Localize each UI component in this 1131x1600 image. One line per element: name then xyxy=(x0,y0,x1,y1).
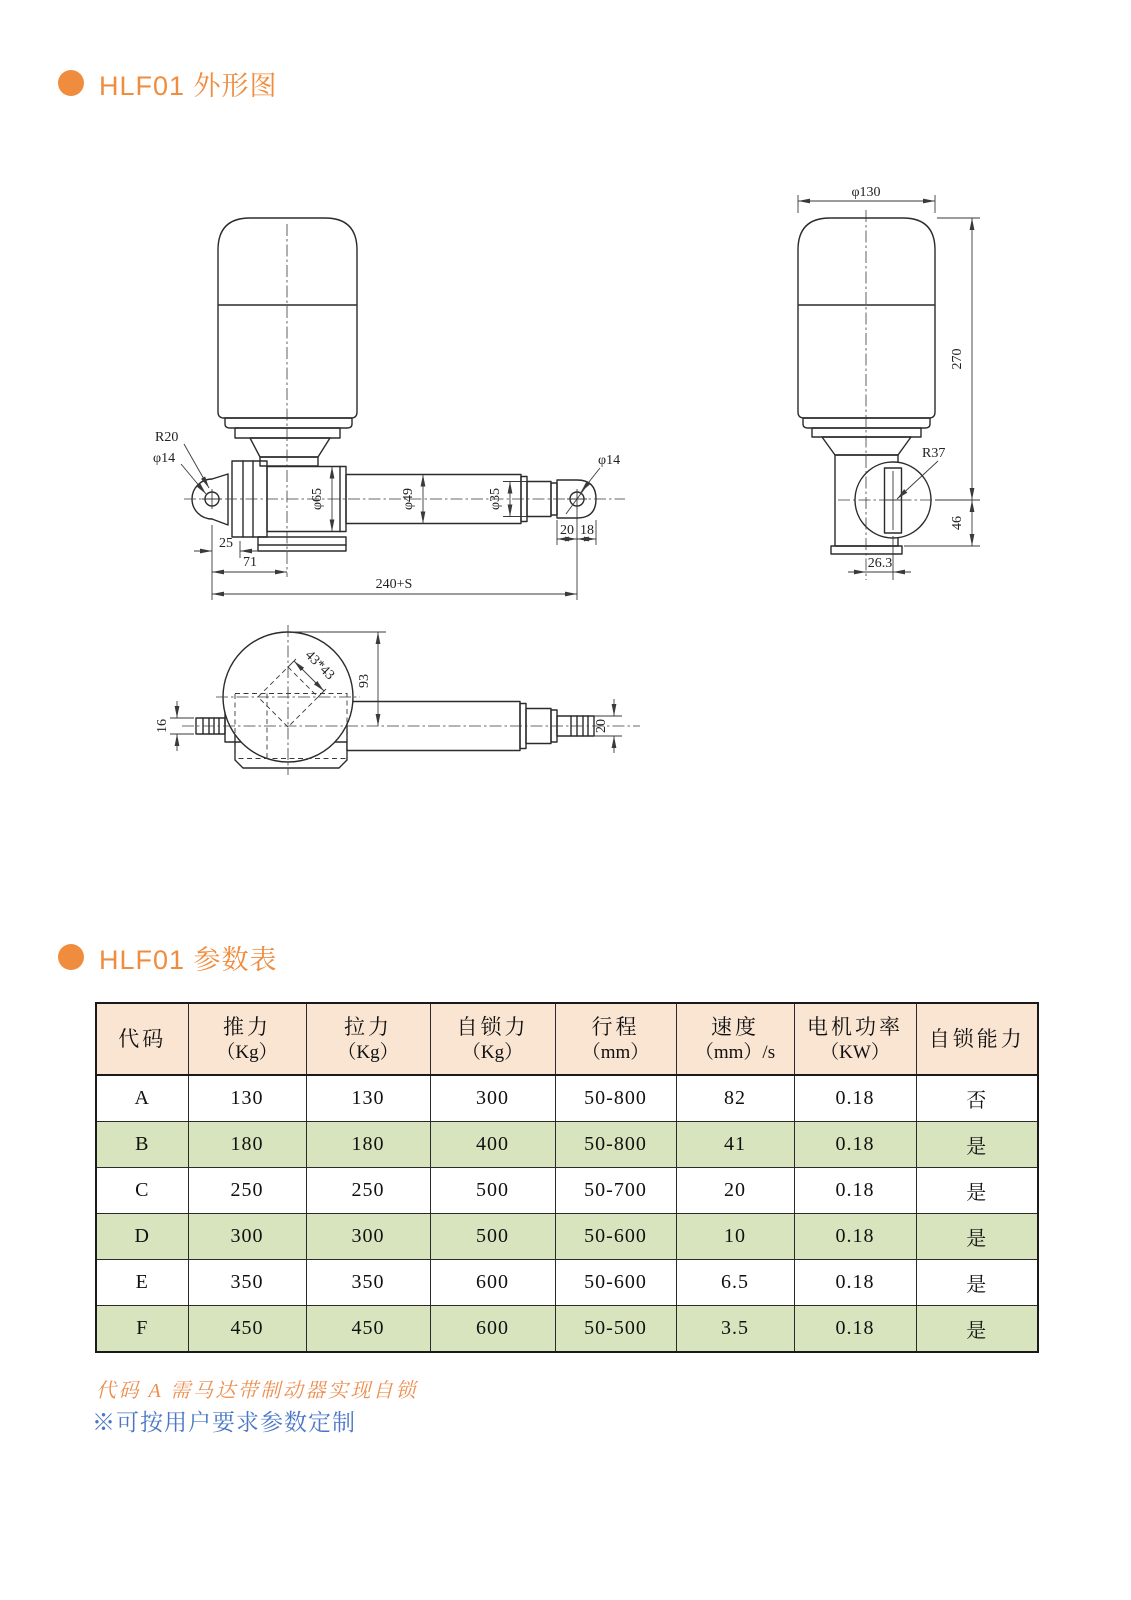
table-row xyxy=(96,1122,1038,1168)
section-title-params: HLF01 参数表 xyxy=(99,944,278,975)
cell-lock: 300 xyxy=(430,1075,555,1122)
cell-stroke: 50-600 xyxy=(555,1214,676,1260)
cell-power: 0.18 xyxy=(794,1214,916,1260)
dim-label-25: 25 xyxy=(219,536,233,551)
cell-lock: 500 xyxy=(430,1168,555,1214)
front-view xyxy=(153,218,625,600)
cell-lock: 500 xyxy=(430,1214,555,1260)
cell-stroke: 50-800 xyxy=(555,1075,676,1122)
col-header-code: 代码 xyxy=(96,1003,188,1075)
dim-label-top-20: 20 xyxy=(594,719,609,733)
dim-label-240s: 240+S xyxy=(375,577,413,592)
dim-label-phi14-right: φ14 xyxy=(598,453,621,468)
note-motor-brake: 代码 A 需马达带制动器实现自锁 xyxy=(96,1380,418,1402)
cell-stroke: 50-700 xyxy=(555,1168,676,1214)
cell-code: F xyxy=(96,1306,188,1353)
table-row xyxy=(96,1075,1038,1122)
cell-push: 250 xyxy=(188,1168,306,1214)
cell-code: A xyxy=(96,1075,188,1122)
dim-label-r37: R37 xyxy=(922,446,946,461)
cell-code: D xyxy=(96,1214,188,1260)
cell-speed: 20 xyxy=(676,1168,794,1214)
params-table xyxy=(95,1002,1039,1353)
cell-push: 180 xyxy=(188,1122,306,1168)
table-row xyxy=(96,1214,1038,1260)
cell-pull: 130 xyxy=(306,1075,430,1122)
cell-pull: 180 xyxy=(306,1122,430,1168)
cell-speed: 82 xyxy=(676,1075,794,1122)
col-header-push: 推力 （Kg） xyxy=(188,1003,306,1075)
dim-label-270: 270 xyxy=(950,348,965,370)
cell-power: 0.18 xyxy=(794,1075,916,1122)
table-row xyxy=(96,1260,1038,1306)
dim-label-phi130: φ130 xyxy=(851,185,881,200)
table-row xyxy=(96,1306,1038,1353)
col-header-lock: 自锁力 （Kg） xyxy=(430,1003,555,1075)
dim-label-43x43: 43*43 xyxy=(301,647,338,684)
col-header-selflock: 自锁能力 xyxy=(916,1003,1038,1075)
cell-selflock: 是 xyxy=(916,1122,1038,1168)
cell-speed: 10 xyxy=(676,1214,794,1260)
bullet-icon xyxy=(58,944,84,970)
dim-label-phi35: φ35 xyxy=(488,487,503,511)
cell-lock: 400 xyxy=(430,1122,555,1168)
section-title-outline: HLF01 外形图 xyxy=(99,70,278,101)
col-header-pull: 拉力 （Kg） xyxy=(306,1003,430,1075)
cell-lock: 600 xyxy=(430,1260,555,1306)
dim-label-phi65: φ65 xyxy=(310,487,325,511)
cell-code: B xyxy=(96,1122,188,1168)
section-heading-outline xyxy=(58,66,278,100)
dim-label-93: 93 xyxy=(357,674,372,688)
bullet-icon xyxy=(58,70,84,96)
cell-speed: 3.5 xyxy=(676,1306,794,1353)
cell-power: 0.18 xyxy=(794,1168,916,1214)
note-custom-params: ※可按用户要求参数定制 xyxy=(92,1409,356,1435)
cell-power: 0.18 xyxy=(794,1260,916,1306)
cell-push: 350 xyxy=(188,1260,306,1306)
cell-pull: 450 xyxy=(306,1306,430,1353)
cell-push: 450 xyxy=(188,1306,306,1353)
cell-stroke: 50-600 xyxy=(555,1260,676,1306)
cell-lock: 600 xyxy=(430,1306,555,1353)
dim-label-20: 20 xyxy=(560,523,574,538)
dim-label-46: 46 xyxy=(950,516,965,530)
cell-push: 300 xyxy=(188,1214,306,1260)
cell-pull: 250 xyxy=(306,1168,430,1214)
cell-selflock: 否 xyxy=(916,1075,1038,1122)
col-header-stroke: 行程 （mm） xyxy=(555,1003,676,1075)
cell-stroke: 50-500 xyxy=(555,1306,676,1353)
cell-code: E xyxy=(96,1260,188,1306)
cell-stroke: 50-800 xyxy=(555,1122,676,1168)
top-view xyxy=(155,625,640,775)
cell-selflock: 是 xyxy=(916,1260,1038,1306)
dim-label-18: 18 xyxy=(580,523,594,538)
cell-code: C xyxy=(96,1168,188,1214)
dim-label-26-3: 26.3 xyxy=(867,556,893,571)
header-row xyxy=(96,1003,1038,1075)
cell-pull: 300 xyxy=(306,1214,430,1260)
cell-speed: 6.5 xyxy=(676,1260,794,1306)
cell-speed: 41 xyxy=(676,1122,794,1168)
col-header-power: 电机功率 （KW） xyxy=(794,1003,916,1075)
cell-selflock: 是 xyxy=(916,1306,1038,1353)
cell-power: 0.18 xyxy=(794,1122,916,1168)
cell-selflock: 是 xyxy=(916,1214,1038,1260)
table-row xyxy=(96,1168,1038,1214)
dim-label-r20: R20 xyxy=(155,430,179,445)
dim-label-16: 16 xyxy=(155,719,170,733)
dim-label-71: 71 xyxy=(243,555,257,570)
cell-push: 130 xyxy=(188,1075,306,1122)
col-header-speed: 速度 （mm）/s xyxy=(676,1003,794,1075)
cell-pull: 350 xyxy=(306,1260,430,1306)
section-heading-params xyxy=(58,940,278,974)
cell-selflock: 是 xyxy=(916,1168,1038,1214)
dim-label-phi49: φ49 xyxy=(401,487,416,511)
cell-power: 0.18 xyxy=(794,1306,916,1353)
side-view xyxy=(798,185,980,580)
dim-label-phi14-left: φ14 xyxy=(153,451,176,466)
